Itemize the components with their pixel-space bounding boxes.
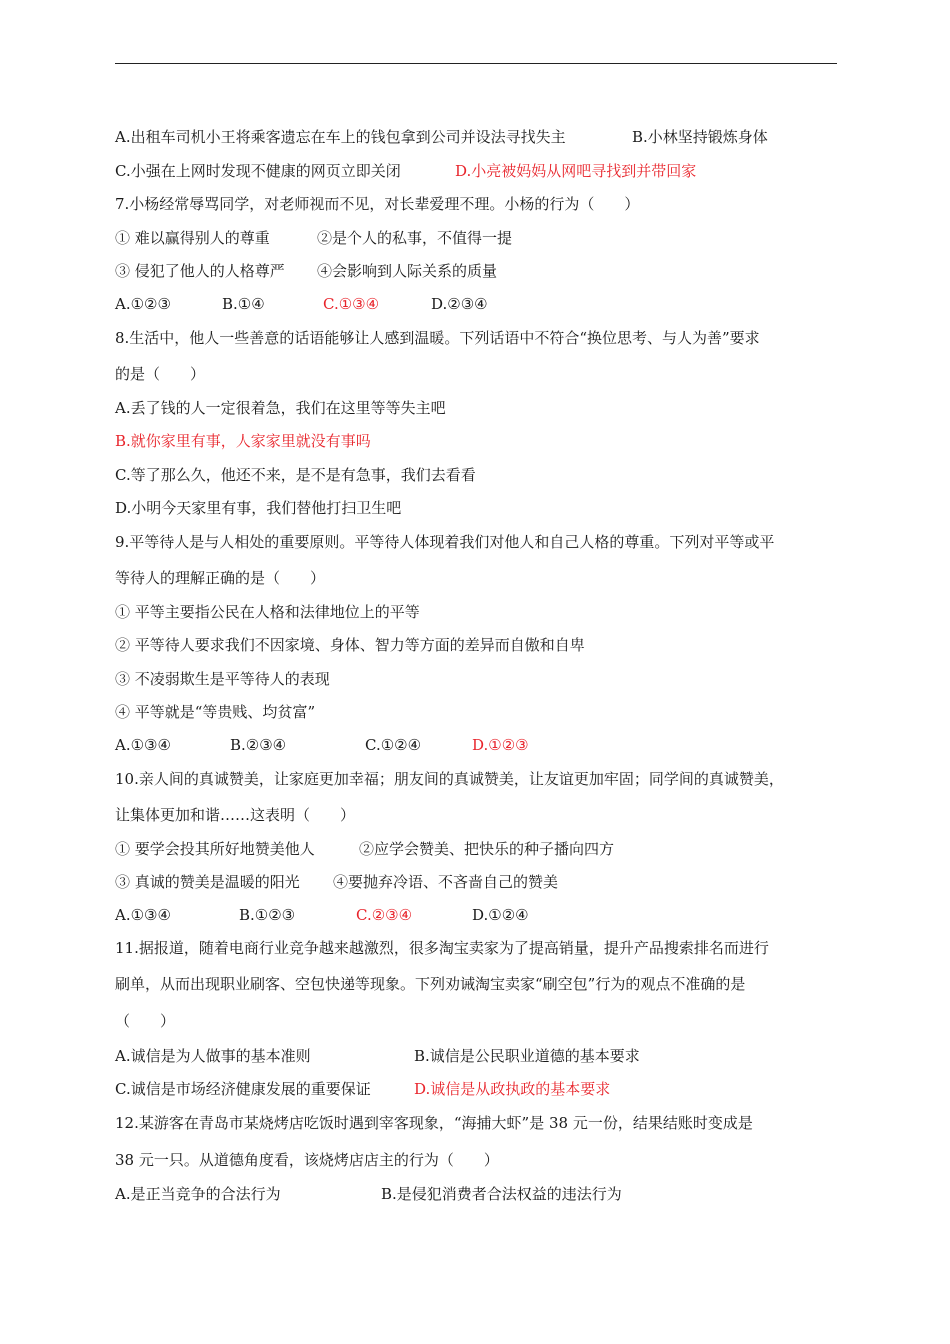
q9-option-a: A.①③④ [115,736,171,754]
q10-statement-1: ① 要学会投其所好地赞美他人 [115,840,315,858]
q7-statement-1: ① 难以赢得别人的尊重 [115,229,270,247]
header-rule [115,63,837,64]
q10-stem-line1: 10.亲人间的真诚赞美，让家庭更加幸福；朋友间的真诚赞美，让友谊更加牢固；同学间的真诚赞美， [115,770,784,788]
q11-stem-line1: 11.据报道，随着电商行业竞争越来越激烈，很多淘宝卖家为了提高销量，提升产品搜索排名而进行 [115,939,769,957]
q10-option-d: D.①②④ [472,906,529,924]
q9-statement-1: ① 平等主要指公民在人格和法律地位上的平等 [115,603,420,621]
q10-option-c-answer: C.②③④ [356,906,413,924]
q7-option-c-answer: C.①③④ [323,295,380,313]
q7-option-d: D.②③④ [431,295,488,313]
q7-statement-3: ③ 侵犯了他人的人格尊严 [115,262,285,280]
q8-option-c: C.等了那么久，他还不来，是不是有急事，我们去看看 [115,466,476,484]
q6-option-d-answer: D.小亮被妈妈从网吧寻找到并带回家 [455,162,697,180]
q7-statement-4: ④会影响到人际关系的质量 [317,262,498,280]
q11-option-d-answer: D.诚信是从政执政的基本要求 [414,1080,611,1098]
q6-option-a: A.出租车司机小王将乘客遗忘在车上的钱包拿到公司并设法寻找失主 [115,128,566,146]
q7-stem: 7.小杨经常辱骂同学，对老师视而不见，对长辈爱理不理。小杨的行为（ ） [115,195,640,213]
q9-statement-3: ③ 不凌弱欺生是平等待人的表现 [115,670,330,688]
q10-option-b: B.①②③ [239,906,296,924]
q8-stem-line1: 8.生活中，他人一些善意的话语能够让人感到温暖。下列话语中不符合“换位思考、与人为善”要求 [115,329,760,347]
q10-statement-4: ④要抛弃冷语、不吝啬自己的赞美 [333,873,559,891]
q8-option-d: D.小明今天家里有事，我们替他打扫卫生吧 [115,499,402,517]
q11-stem-line2: 刷单，从而出现职业刷客、空包快递等现象。下列劝诫淘宝卖家“刷空包”行为的观点不准确的是 [115,975,746,993]
q10-statement-2: ②应学会赞美、把快乐的种子播向四方 [359,840,615,858]
q8-stem-line2: 的是（ ） [115,365,206,383]
q7-option-a: A.①②③ [115,295,171,313]
q10-stem-line2: 让集体更加和谐……这表明（ ） [115,806,356,824]
q6-option-b: B.小林坚持锻炼身体 [632,128,768,146]
q11-option-c: C.诚信是市场经济健康发展的重要保证 [115,1080,371,1098]
q9-stem-line2: 等待人的理解正确的是（ ） [115,569,326,587]
q11-stem-line3: （ ） [115,1012,176,1030]
q7-statement-2: ②是个人的私事，不值得一提 [317,229,513,247]
q9-stem-line1: 9.平等待人是与人相处的重要原则。平等待人体现着我们对他人和自己人格的尊重。下列对平等或平 [115,533,775,551]
q12-option-a: A.是正当竞争的合法行为 [115,1185,281,1203]
q6-option-c: C.小强在上网时发现不健康的网页立即关闭 [115,162,401,180]
q11-option-b: B.诚信是公民职业道德的基本要求 [414,1047,640,1065]
q9-option-c: C.①②④ [365,736,422,754]
q12-stem-line2: 38 元一只。从道德角度看，该烧烤店店主的行为（ ） [115,1151,499,1169]
q11-option-a: A.诚信是为人做事的基本准则 [115,1047,311,1065]
q12-option-b: B.是侵犯消费者合法权益的违法行为 [381,1185,622,1203]
q7-option-b: B.①④ [222,295,265,313]
q9-option-b: B.②③④ [230,736,287,754]
q8-option-b-answer: B.就你家里有事，人家家里就没有事吗 [115,432,371,450]
q10-statement-3: ③ 真诚的赞美是温暖的阳光 [115,873,300,891]
q9-statement-4: ④ 平等就是“等贵贱、均贫富” [115,703,316,721]
q8-option-a: A.丢了钱的人一定很着急，我们在这里等等失主吧 [115,399,446,417]
q10-option-a: A.①③④ [115,906,171,924]
q12-stem-line1: 12.某游客在青岛市某烧烤店吃饭时遇到宰客现象，“海捕大虾”是 38 元一份，结果结账时变成是 [115,1114,753,1132]
q9-statement-2: ② 平等待人要求我们不因家境、身体、智力等方面的差异而自傲和自卑 [115,636,585,654]
q9-option-d-answer: D.①②③ [472,736,529,754]
